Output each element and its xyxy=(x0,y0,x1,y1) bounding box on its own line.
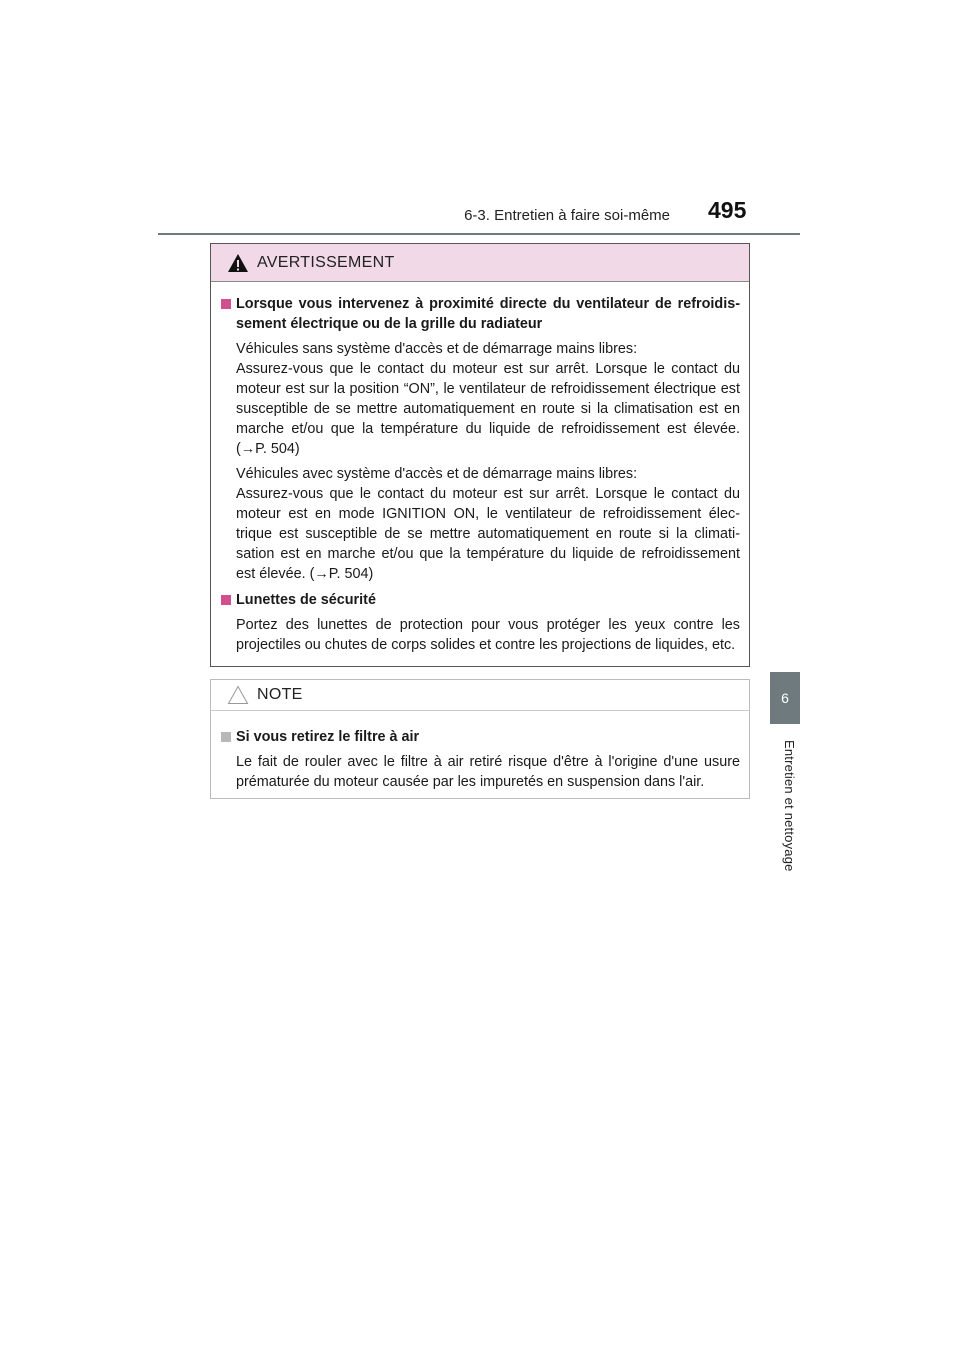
caution-outline-triangle-icon xyxy=(227,685,249,705)
bullet-square-icon xyxy=(221,732,231,742)
warning-box xyxy=(210,243,750,667)
note-body xyxy=(211,711,749,792)
warning-item-heading: Lunettes de sécurité xyxy=(219,590,740,610)
paragraph: Portez des lunettes de protection pour vous protéger les yeux contre les projectiles ou chutes de corps solides et contre les projections de liquides, etc. xyxy=(236,617,740,653)
warning-item-heading: Lorsque vous intervenez à proximité directe du ventilateur de refroidis-sement électrique ou de la grille du radiateur xyxy=(219,294,740,334)
paragraph: Assurez-vous que le contact du moteur est sur arrêt. Lorsque le contact du moteur est en mode IGNITION ON, le ventilateur de refroidissement élec-trique est susceptible de se mettre automatiquement en route si la climati-sation est en marche et/ou que la température du liquide de refroidissement est élevée. (→P. 504) xyxy=(236,486,740,582)
warning-header xyxy=(211,244,749,282)
warning-body xyxy=(211,282,749,655)
running-header-section: 6-3. Entretien à faire soi-même xyxy=(464,207,670,224)
paragraph: Véhicules sans système d'accès et de démarrage mains libres: xyxy=(236,341,638,357)
header-divider xyxy=(158,233,800,235)
paragraph: Véhicules avec système d'accès et de démarrage mains libres: xyxy=(236,466,638,482)
chapter-title: Entretien et nettoyage xyxy=(782,740,797,872)
note-box xyxy=(210,679,750,799)
warning-triangle-icon xyxy=(227,253,249,273)
bullet-square-icon xyxy=(221,299,231,309)
page-number: 495 xyxy=(708,197,747,223)
paragraph: Assurez-vous que le contact du moteur est sur arrêt. Lorsque le contact du moteur est sur la position “ON”, le ventilateur de refroidissement électrique est susceptible de se mettre automatiquement en route si la climatisation est en marche et/ou que la température du liquide de refroidissement est élevée. (→P. 504) xyxy=(236,361,740,457)
paragraph: Le fait de rouler avec le filtre à air retiré risque d'être à l'origine d'une usure prématurée du moteur causée par les impuretés en suspension dans l'air. xyxy=(236,754,740,790)
note-header xyxy=(211,680,749,711)
bullet-square-icon xyxy=(221,595,231,605)
note-title: NOTE xyxy=(257,686,303,703)
chapter-tab: 6 xyxy=(770,672,800,724)
warning-title: AVERTISSEMENT xyxy=(257,253,395,271)
note-item-heading: Si vous retirez le filtre à air xyxy=(219,727,740,747)
